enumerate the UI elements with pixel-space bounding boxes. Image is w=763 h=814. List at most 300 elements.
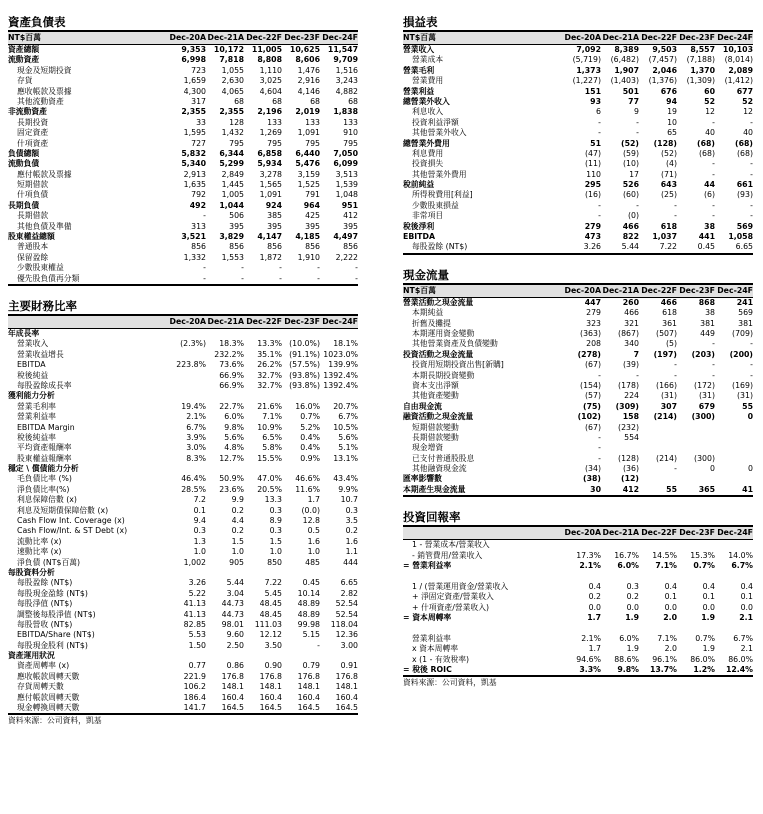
row-value: - <box>317 273 320 283</box>
row-value: 449 <box>700 328 715 338</box>
row-label: 每股淨值 (NT$) <box>17 599 73 609</box>
row-value: (71) <box>660 169 677 179</box>
row-value: - <box>674 211 677 221</box>
table-row <box>8 495 358 505</box>
row-value: (38) <box>583 474 601 484</box>
row-value: 47.0% <box>257 474 282 484</box>
row-value: (93) <box>736 190 753 200</box>
row-value: - <box>598 370 601 380</box>
row-value: 99.98 <box>297 619 320 629</box>
table-row <box>403 474 753 484</box>
row-value: 9.8% <box>617 664 639 674</box>
row-value: 52 <box>742 96 753 106</box>
table-row <box>403 329 753 339</box>
row-label <box>403 623 563 633</box>
table-row <box>8 45 358 55</box>
row-label: 營業利益 <box>403 86 435 96</box>
table-row <box>403 391 753 401</box>
row-value: (6) <box>703 190 715 200</box>
row-value: 15.5% <box>257 453 282 463</box>
row-value: 9.4 <box>193 516 206 526</box>
row-value: 98.01 <box>221 619 244 629</box>
row-value: 6,998 <box>181 55 206 65</box>
table-header <box>403 285 753 298</box>
row-value: - <box>750 211 753 221</box>
row-value <box>244 391 282 401</box>
row-value: 12.8 <box>302 516 320 526</box>
table-row <box>8 651 358 661</box>
row-label: 短期借款變動 <box>412 422 459 432</box>
row-value: 48.45 <box>259 599 282 609</box>
row-value: (5) <box>665 339 677 349</box>
row-label: 平均資產報酬率 <box>17 443 72 453</box>
row-label: + 什項資產/營業收入) <box>412 602 490 612</box>
row-value: 3.0% <box>186 443 206 453</box>
row-value <box>244 329 282 339</box>
row-value: 856 <box>267 242 282 252</box>
row-value: 13.3 <box>264 495 282 505</box>
row-value <box>715 571 753 581</box>
row-value: (52) <box>660 148 677 158</box>
table-row <box>8 568 358 578</box>
table-row <box>403 540 753 550</box>
table-row <box>403 592 753 602</box>
row-label: 營業成本 <box>412 55 444 65</box>
row-label: 利息收入 <box>412 107 444 117</box>
row-value: 111.03 <box>254 619 282 629</box>
row-value: (128) <box>653 138 677 148</box>
table-row <box>8 485 358 495</box>
row-label: 其他融資現金流 <box>412 464 467 474</box>
row-value: 0.4 <box>588 581 601 591</box>
row-value: 856 <box>191 242 206 252</box>
row-value: (1,403) <box>610 76 639 86</box>
row-value: 38 <box>705 308 715 318</box>
table-row <box>403 603 753 613</box>
row-value: (36) <box>622 464 639 474</box>
row-value: 0.7% <box>693 561 715 571</box>
row-value: 16.0% <box>295 401 320 411</box>
table-row <box>8 66 358 76</box>
table-row <box>8 180 358 190</box>
row-label: 長期負債 <box>8 200 40 210</box>
row-value: (867) <box>618 328 639 338</box>
row-value: 321 <box>624 318 639 328</box>
table-row <box>403 128 753 138</box>
row-value: (203) <box>691 349 715 359</box>
row-value <box>639 433 677 443</box>
row-value: 1.5 <box>269 536 282 546</box>
row-value: 0.2 <box>626 592 639 602</box>
row-value: 677 <box>736 86 753 96</box>
table-row <box>8 232 358 242</box>
row-value: - <box>712 360 715 370</box>
row-value: 151 <box>584 86 601 96</box>
row-value: 33 <box>196 117 206 127</box>
row-value: 856 <box>229 242 244 252</box>
row-label: 什項負債 <box>17 190 49 200</box>
row-label: 所得稅費用[利益] <box>412 190 473 200</box>
table-row <box>8 547 358 557</box>
row-value: 279 <box>586 308 601 318</box>
row-value: (300) <box>691 412 715 422</box>
row-value: 41.13 <box>183 609 206 619</box>
row-value <box>320 568 358 578</box>
table-row <box>8 630 358 640</box>
row-value: 6 <box>596 107 601 117</box>
table-row <box>403 76 753 86</box>
row-value: 8.3% <box>186 453 206 463</box>
row-value <box>168 391 206 401</box>
row-value: 0.3 <box>269 526 282 536</box>
row-value: 2,222 <box>335 252 358 262</box>
row-value: 4,146 <box>297 86 320 96</box>
row-value <box>244 464 282 474</box>
row-value: 6.0% <box>619 633 639 643</box>
row-value: 32.7% <box>257 380 282 390</box>
table-row <box>403 139 753 149</box>
row-label: 現金及短期投資 <box>17 65 72 75</box>
header-period: Dec-21A <box>602 285 639 295</box>
row-value: 1,595 <box>183 128 206 138</box>
row-value: 1,659 <box>183 76 206 86</box>
row-label: 本期運用資金變動 <box>412 328 475 338</box>
row-value: 1,635 <box>183 180 206 190</box>
row-label: 營業活動之現金流量 <box>403 297 474 307</box>
row-value: 2,913 <box>183 169 206 179</box>
table-row <box>8 159 358 169</box>
row-value: 8,389 <box>614 45 639 54</box>
row-value: (1,412) <box>724 76 753 86</box>
row-value: 82.85 <box>183 619 206 629</box>
row-value: 160.4 <box>221 692 244 702</box>
row-value: 466 <box>622 221 639 231</box>
row-value: - <box>317 263 320 273</box>
row-value: - <box>355 273 358 283</box>
row-value: 1,872 <box>259 252 282 262</box>
table-row <box>403 350 753 360</box>
row-value: 1,370 <box>690 65 715 75</box>
row-label: 應收帳款周轉天數 <box>17 671 80 681</box>
row-value: - <box>598 200 601 210</box>
row-value: 447 <box>584 297 601 307</box>
row-label: 什項資產 <box>17 138 49 148</box>
row-value: 7.1% <box>657 633 677 643</box>
row-value <box>206 329 244 339</box>
row-value <box>320 651 358 661</box>
row-label: = 營業利益率 <box>403 561 452 571</box>
row-value: 11,547 <box>327 45 358 54</box>
row-value: 526 <box>622 180 639 190</box>
row-label: 每股現金股利 (NT$) <box>17 640 88 650</box>
row-value: 11,005 <box>251 45 282 54</box>
row-value: 856 <box>305 242 320 252</box>
row-value: 50.9% <box>219 474 244 484</box>
row-label: 每股盈餘 (NT$) <box>412 242 468 252</box>
row-value: 17.3% <box>576 550 601 560</box>
header-period: Dec-22F <box>641 285 677 295</box>
row-value: - <box>750 360 753 370</box>
header-period: Dec-22F <box>246 33 282 42</box>
header-period: Dec-21A <box>602 33 639 42</box>
row-value: 466 <box>660 297 677 307</box>
row-value: 0.2 <box>588 592 601 602</box>
row-value: 0 <box>747 412 753 422</box>
row-value: 395 <box>305 221 320 231</box>
row-value: 133 <box>343 117 358 127</box>
row-value: 52.54 <box>335 599 358 609</box>
row-value: 1.50 <box>188 640 206 650</box>
row-value: 2,196 <box>257 107 282 117</box>
table-row <box>8 170 358 180</box>
table-row <box>8 211 358 221</box>
row-value: 1,037 <box>652 232 677 242</box>
row-value: 0.0 <box>702 602 715 612</box>
table-row <box>8 537 358 547</box>
row-value: 6.65 <box>340 578 358 588</box>
row-value: 3.26 <box>188 578 206 588</box>
row-value: 2.82 <box>340 588 358 598</box>
row-label: 營業毛利率 <box>17 401 56 411</box>
row-value: 3,159 <box>297 169 320 179</box>
row-value: 0.2 <box>231 505 244 515</box>
row-value: 395 <box>229 221 244 231</box>
row-value: 0.4 <box>740 581 753 591</box>
row-value <box>206 464 244 474</box>
row-value: 3.00 <box>340 640 358 650</box>
row-value: (7,188) <box>686 55 715 65</box>
row-value: 88.6% <box>614 654 639 664</box>
row-value: - <box>712 339 715 349</box>
row-value: 3,513 <box>335 169 358 179</box>
row-value: 0.4% <box>300 432 320 442</box>
row-value: 12.4% <box>725 664 753 674</box>
balance-sheet-table <box>8 32 358 286</box>
row-value <box>206 391 244 401</box>
row-label: 其他營業資產及負債變動 <box>412 339 498 349</box>
table-row <box>8 107 358 117</box>
row-value: 412 <box>343 211 358 221</box>
row-value: 6.0% <box>224 412 244 422</box>
table-row <box>8 599 358 609</box>
row-value: 679 <box>698 401 715 411</box>
row-value: 32.7% <box>257 370 282 380</box>
row-value: 6,858 <box>257 148 282 158</box>
row-value: (31) <box>660 391 677 401</box>
row-value: 164.5 <box>221 703 244 713</box>
row-value <box>168 464 206 474</box>
row-value <box>677 571 715 581</box>
header-period: Dec-20A <box>564 528 601 538</box>
row-value: (1,309) <box>686 76 715 86</box>
row-value: 224 <box>624 391 639 401</box>
row-value: (166) <box>656 380 677 390</box>
row-value <box>639 540 677 550</box>
row-label: 每股營收 (NT$) <box>17 619 73 629</box>
row-value: 6.65 <box>735 242 753 252</box>
row-value: 8,808 <box>257 55 282 65</box>
table-row <box>403 634 753 644</box>
header-period: Dec-22F <box>641 528 677 538</box>
row-value: 868 <box>698 297 715 307</box>
row-value: 20.5% <box>257 484 282 494</box>
row-value: 1.7 <box>307 495 320 505</box>
table-header <box>403 527 753 540</box>
row-value: (169) <box>732 380 753 390</box>
row-value: 8,606 <box>295 55 320 65</box>
row-value: (154) <box>580 380 601 390</box>
row-label: 長期借款 <box>17 211 49 221</box>
header-period: Dec-21A <box>207 33 244 42</box>
row-value: 106.2 <box>183 682 206 692</box>
row-value: 44.73 <box>221 609 244 619</box>
row-value <box>168 651 206 661</box>
row-label: 每股盈餘 (NT$) <box>17 578 73 588</box>
row-label: 自由現金流 <box>403 401 442 411</box>
row-value: 5.53 <box>188 630 206 640</box>
row-value: 43.4% <box>333 474 358 484</box>
table-row <box>403 371 753 381</box>
row-label: 營業利益率 <box>412 633 451 643</box>
row-value: 60 <box>704 86 715 96</box>
row-label: 利息費用 <box>412 148 444 158</box>
table-row <box>403 443 753 453</box>
row-value: 1,002 <box>183 557 206 567</box>
row-value: 1.5 <box>231 536 244 546</box>
row-value: 38 <box>704 221 715 231</box>
row-label: 流動資產 <box>8 55 40 65</box>
row-value: 223.8% <box>176 360 206 370</box>
table-row <box>403 319 753 329</box>
row-value <box>601 623 639 633</box>
row-value: 4,185 <box>295 232 320 242</box>
table-row <box>403 159 753 169</box>
row-value: 19 <box>667 107 677 117</box>
row-value: 0.1 <box>193 505 206 515</box>
row-value: (16) <box>584 190 601 200</box>
row-label: 投資活動之現金流量 <box>403 349 474 359</box>
row-label: EBITDA <box>403 232 435 242</box>
row-label: 現金轉換周轉天數 <box>17 703 80 713</box>
row-value: 20.7% <box>333 401 358 411</box>
row-value: 5.1% <box>338 443 358 453</box>
row-label: 每股盈餘成長率 <box>17 380 72 390</box>
row-value: 1,044 <box>219 200 244 210</box>
row-value: 133 <box>305 117 320 127</box>
row-value: 0.7% <box>695 633 715 643</box>
row-value: 51 <box>590 138 601 148</box>
header-period: Dec-20A <box>169 33 206 42</box>
row-value <box>715 433 753 443</box>
row-value: (2.3%) <box>180 339 206 349</box>
row-value <box>639 443 677 453</box>
roic-table <box>403 527 753 677</box>
row-value: 676 <box>660 86 677 96</box>
row-label: Cash Flow/Int. & ST Debt (x) <box>17 526 128 536</box>
row-label: 其他營業外收入 <box>412 128 467 138</box>
row-label: 資產周轉率 (x) <box>17 661 70 671</box>
row-value: 13.7% <box>649 664 677 674</box>
row-value <box>715 540 753 550</box>
row-value: 317 <box>191 96 206 106</box>
row-value: 1.6 <box>307 536 320 546</box>
row-value: 3,278 <box>259 169 282 179</box>
income-statement-table <box>403 32 753 255</box>
table-row <box>403 211 753 221</box>
row-value: 795 <box>305 138 320 148</box>
row-value: 6.0% <box>617 561 639 571</box>
row-value: 3,025 <box>259 76 282 86</box>
table-row <box>403 242 753 254</box>
row-label: 稅後純益率 <box>17 432 56 442</box>
row-value: 2.0 <box>663 612 677 622</box>
row-value: 6,344 <box>219 148 244 158</box>
row-value: (10.0%) <box>289 339 320 349</box>
row-value: 506 <box>229 211 244 221</box>
row-value: 12.7% <box>219 453 244 463</box>
table-row <box>403 149 753 159</box>
row-value: - <box>317 640 320 650</box>
row-value: 1,445 <box>221 180 244 190</box>
table-row <box>8 620 358 630</box>
row-value: 5,340 <box>181 159 206 169</box>
table-row <box>8 474 358 484</box>
row-value: 110 <box>586 169 601 179</box>
row-value: 7.22 <box>659 242 677 252</box>
row-value: 1.1 <box>345 547 358 557</box>
row-value: 6.7% <box>338 412 358 422</box>
table-row <box>403 655 753 665</box>
row-value: 1.9 <box>626 644 639 654</box>
row-value: 0.3 <box>193 526 206 536</box>
header-unit: NT$百萬 <box>8 33 41 42</box>
row-value: 164.5 <box>259 703 282 713</box>
row-value: 492 <box>189 200 206 210</box>
table-row <box>403 170 753 180</box>
row-value: 8.9 <box>269 516 282 526</box>
row-value: - <box>674 360 677 370</box>
row-value: (68) <box>698 148 715 158</box>
row-value <box>601 540 639 550</box>
row-label: 每股資料分析 <box>8 567 55 577</box>
table-row <box>8 222 358 232</box>
row-label: 應收帳款及票據 <box>17 86 72 96</box>
table-row <box>403 298 753 308</box>
row-label: 獲利能力分析 <box>8 391 55 401</box>
table-row <box>8 423 358 433</box>
row-value: - <box>598 117 601 127</box>
row-value: 4,300 <box>183 86 206 96</box>
row-value: 365 <box>698 484 715 494</box>
row-value: 279 <box>584 221 601 231</box>
row-label: 流動比率 (x) <box>17 536 62 546</box>
row-label: 非常項目 <box>412 211 444 221</box>
header-period: Dec-23F <box>284 316 320 326</box>
row-label: 短期借款 <box>17 180 49 190</box>
row-value: 1,539 <box>335 180 358 190</box>
row-value: 1.9 <box>701 612 715 622</box>
row-value: 385 <box>267 211 282 221</box>
row-value: 4.4 <box>231 516 244 526</box>
row-label: 毛負債比率 (%) <box>17 474 72 484</box>
row-value: 133 <box>267 117 282 127</box>
row-value: (214) <box>656 453 677 463</box>
row-label: 存貨周轉天數 <box>17 682 64 692</box>
row-value: 295 <box>584 180 601 190</box>
row-value: (128) <box>618 453 639 463</box>
table-row <box>8 350 358 360</box>
row-value: 28.5% <box>181 484 206 494</box>
